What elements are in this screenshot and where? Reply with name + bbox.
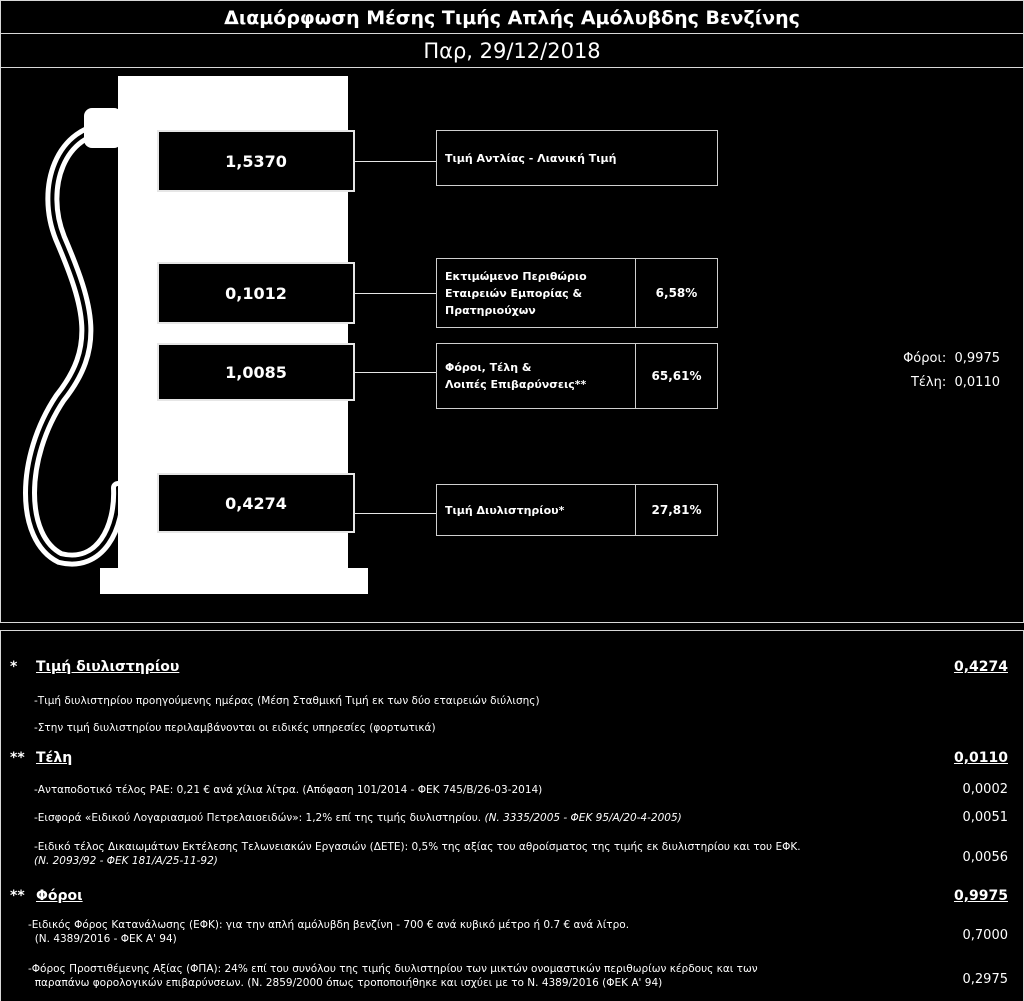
connector-line [355,513,436,514]
refinery-price-label: Τιμή Διυλιστηρίου* [436,484,636,536]
taxes-fees-percent: 65,61% [635,343,718,409]
refinery-percent: 27,81% [635,484,718,536]
taxes-fees-label: Φόροι, Τέλη & Λοιπές Επιβαρύνσεις** [436,343,636,409]
connector-line [355,293,436,294]
retail-price-label: Τιμή Αντλίας - Λιανική Τιμή [436,130,718,186]
retail-price-box: 1,5370 [157,130,355,192]
taxes-fees-box: 1,0085 [157,343,355,401]
page-title: Διαμόρφωση Μέσης Τιμής Απλής Αμόλυβδης Βενζίνης [0,0,1024,34]
margin-box: 0,1012 [157,262,355,324]
connector-line [355,372,436,373]
margin-percent: 6,58% [635,258,718,328]
connector-line [355,161,436,162]
refinery-price-box: 0,4274 [157,473,355,533]
side-fees: Τέλη: 0,0110 [910,375,1000,390]
fees-note-item: -Ειδικό τέλος Δικαιωμάτων Εκτέλεσης Τελωνειακών Εργασιών (ΔΕΤΕ): 0,5% της αξίας του αθροίσματος της τιμής εκ διυλιστηρίου και του ΕΦΚ. (Ν. 2093/92 - ΦΕΚ 181/Α/25-11-92) 0,0056 [34,841,1008,867]
date-label: Παρ, 29/12/2018 [0,33,1024,68]
taxes-note-item: -Ειδικός Φόρος Κατανάλωσης (ΕΦΚ): για την απλή αμόλυβδη βενζίνη - 700 € ανά κυβικό μέτρο ή 0.7 € ανά λίτρο. (Ν. 4389/2016 - ΦΕΚ Α' 94) 0,7000 [28,919,1008,945]
margin-label: Εκτιμώμενο Περιθώριο Εταιρειών Εμπορίας & Πρατηριούχων [436,258,636,328]
side-taxes: Φόροι: 0,9975 [903,351,1000,366]
taxes-note-item: -Φόρος Προστιθέμενης Αξίας (ΦΠΑ): 24% επί του συνόλου της τιμής διυλιστηρίου των μικτών ονομαστικών περιθωρίων κέρδους και των παραπάνω φορολογικών επιβαρύνσεων. (Ν. 2859/2000 όπως τροποποιήθηκε και ισχύει με το Ν. 4389/2016 (ΦΕΚ Α' 94) 0,2975 [28,963,1008,989]
